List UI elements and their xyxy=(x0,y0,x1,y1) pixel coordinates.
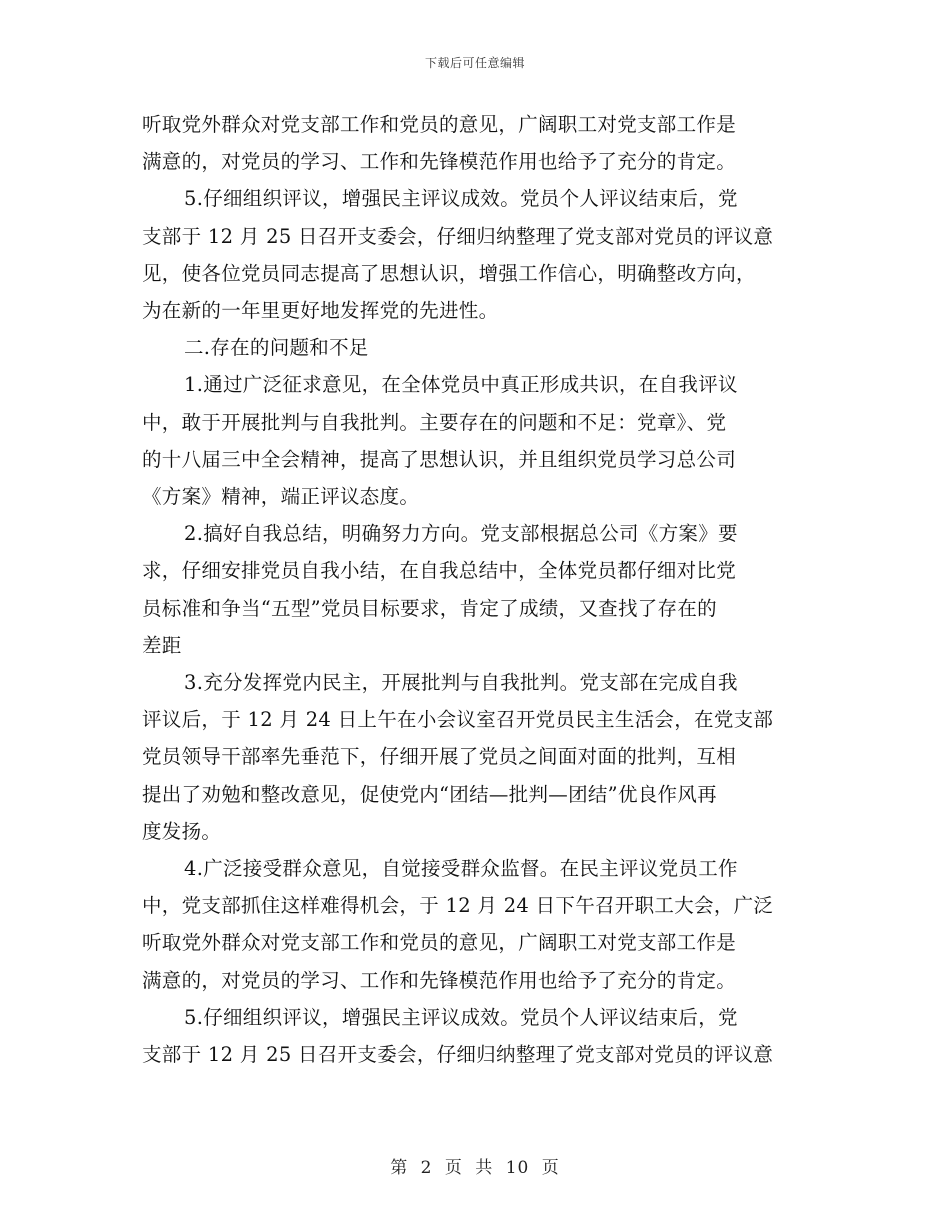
text-line: 求，仔细安排党员自我小结，在自我总结中，全体党员都仔细对比党 xyxy=(142,559,737,583)
text-line: 二.存在的问题和不足 xyxy=(184,336,369,360)
text-line: 见，使各位党员同志提高了思想认识，增强工作信心，明确整改方向， xyxy=(142,261,756,285)
text-line: 《方案》精神，端正评议态度。 xyxy=(142,485,420,509)
text-line: 差距 xyxy=(142,633,182,657)
text-line: 度发扬。 xyxy=(142,819,222,843)
text-line: 支部于 12 月 25 日召开支委会，仔细归纳整理了党支部对党员的评议意 xyxy=(142,224,774,248)
text-line: 4.广泛接受群众意见，自觉接受群众监督。在民主评议党员工作 xyxy=(184,857,738,881)
text-line: 支部于 12 月 25 日召开支委会，仔细归纳整理了党支部对党员的评议意 xyxy=(142,1043,774,1067)
text-line: 党员领导干部率先垂范下，仔细开展了党员之间面对面的批判，互相 xyxy=(142,745,737,769)
text-line: 中，党支部抓住这样难得机会，于 12 月 24 日下午召开职工大会，广泛 xyxy=(142,894,774,918)
text-line: 5.仔细组织评议，增强民主评议成效。党员个人评议结束后，党 xyxy=(184,187,738,211)
document-body xyxy=(142,106,810,1073)
text-line: 听取党外群众对党支部工作和党员的意见，广阔职工对党支部工作是 xyxy=(142,113,737,136)
text-line: 3.充分发挥党内民主，开展批判与自我批判。党支部在完成自我 xyxy=(184,671,738,695)
text-line: 听取党外群众对党支部工作和党员的意见，广阔职工对党支部工作是 xyxy=(142,931,737,955)
text-line: 的十八届三中全会精神，提高了思想认识，并且组织党员学习总公司 xyxy=(142,447,737,471)
page-footer: 第 2 页 共 10 页 xyxy=(390,1158,560,1178)
text-line: 中，敢于开展批判与自我批判。主要存在的问题和不足：党章》、党 xyxy=(142,410,727,434)
text-line: 提出了劝勉和整改意见，促使党内“团结—批判—团结”优良作风再 xyxy=(142,782,717,806)
text-line: 2.搞好自我总结，明确努力方向。党支部根据总公司《方案》要 xyxy=(184,522,738,546)
text-line: 满意的，对党员的学习、工作和先锋模范作用也给予了充分的肯定。 xyxy=(142,968,737,992)
text-line: 满意的，对党员的学习、工作和先锋模范作用也给予了充分的肯定。 xyxy=(142,150,737,174)
page-header: 下载后可任意编辑 xyxy=(424,56,525,70)
text-line: 员标准和争当“五型”党员目标要求，肯定了成绩，又查找了存在的 xyxy=(142,596,717,620)
text-line: 1.通过广泛征求意见，在全体党员中真正形成共识，在自我评议 xyxy=(184,373,738,397)
text-line: 评议后，于 12 月 24 日上午在小会议室召开党员民主生活会，在党支部 xyxy=(142,708,774,732)
text-line: 为在新的一年里更好地发挥党的先进性。 xyxy=(142,299,499,323)
text-line: 5.仔细组织评议，增强民主评议成效。党员个人评议结束后，党 xyxy=(184,1005,738,1029)
